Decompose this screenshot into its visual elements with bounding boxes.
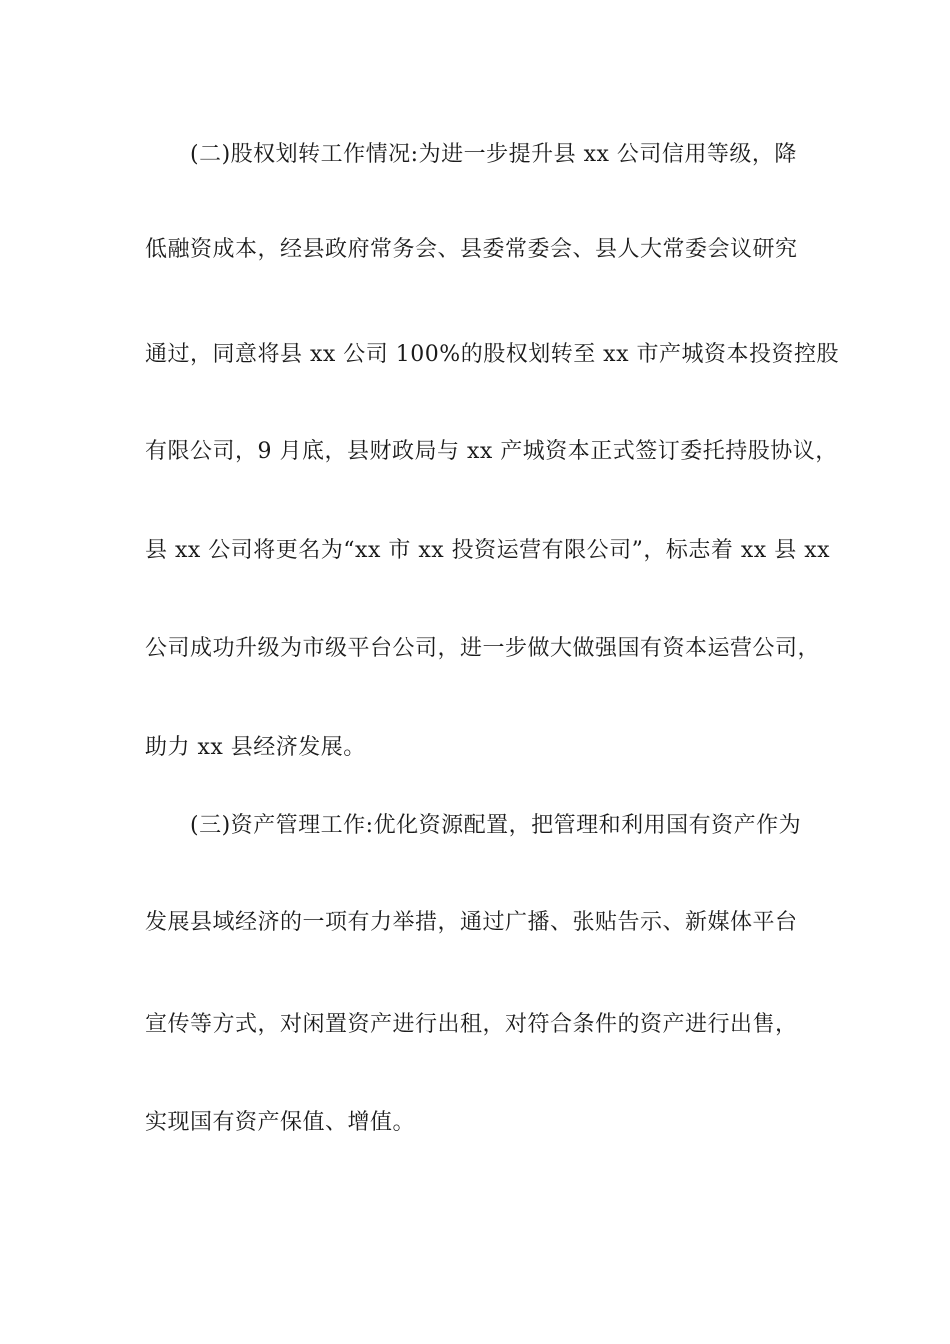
paragraph-2-line-3: 通过，同意将县 xx 公司 100%的股权划转至 xx 市产城资本投资控股 <box>145 342 839 367</box>
paragraph-3-line-4: 实现国有资产保值、增值。 <box>145 1110 416 1135</box>
paragraph-2-line-6: 公司成功升级为市级平台公司，进一步做大做强国有资本运营公司， <box>145 636 821 661</box>
paragraph-2-line-7: 助力 xx 县经济发展。 <box>145 735 366 760</box>
paragraph-2-line-5: 县 xx 公司将更名为“xx 市 xx 投资运营有限公司”，标志着 xx 县 xx <box>145 538 831 563</box>
paragraph-2-line-1: (二)股权划转工作情况:为进一步提升县 xx 公司信用等级，降 <box>190 142 797 167</box>
paragraph-2-line-2: 低融资成本，经县政府常务会、县委常委会、县人大常委会议研究 <box>145 237 798 262</box>
paragraph-3-line-3: 宣传等方式，对闲置资产进行出租，对符合条件的资产进行出售， <box>145 1012 798 1037</box>
paragraph-2-line-4: 有限公司，9 月底，县财政局与 xx 产城资本正式签订委托持股协议， <box>145 439 838 464</box>
paragraph-3-line-1: (三)资产管理工作:优化资源配置，把管理和利用国有资产作为 <box>190 813 802 838</box>
paragraph-3-line-2: 发展县域经济的一项有力举措，通过广播、张贴告示、新媒体平台 <box>145 910 798 935</box>
